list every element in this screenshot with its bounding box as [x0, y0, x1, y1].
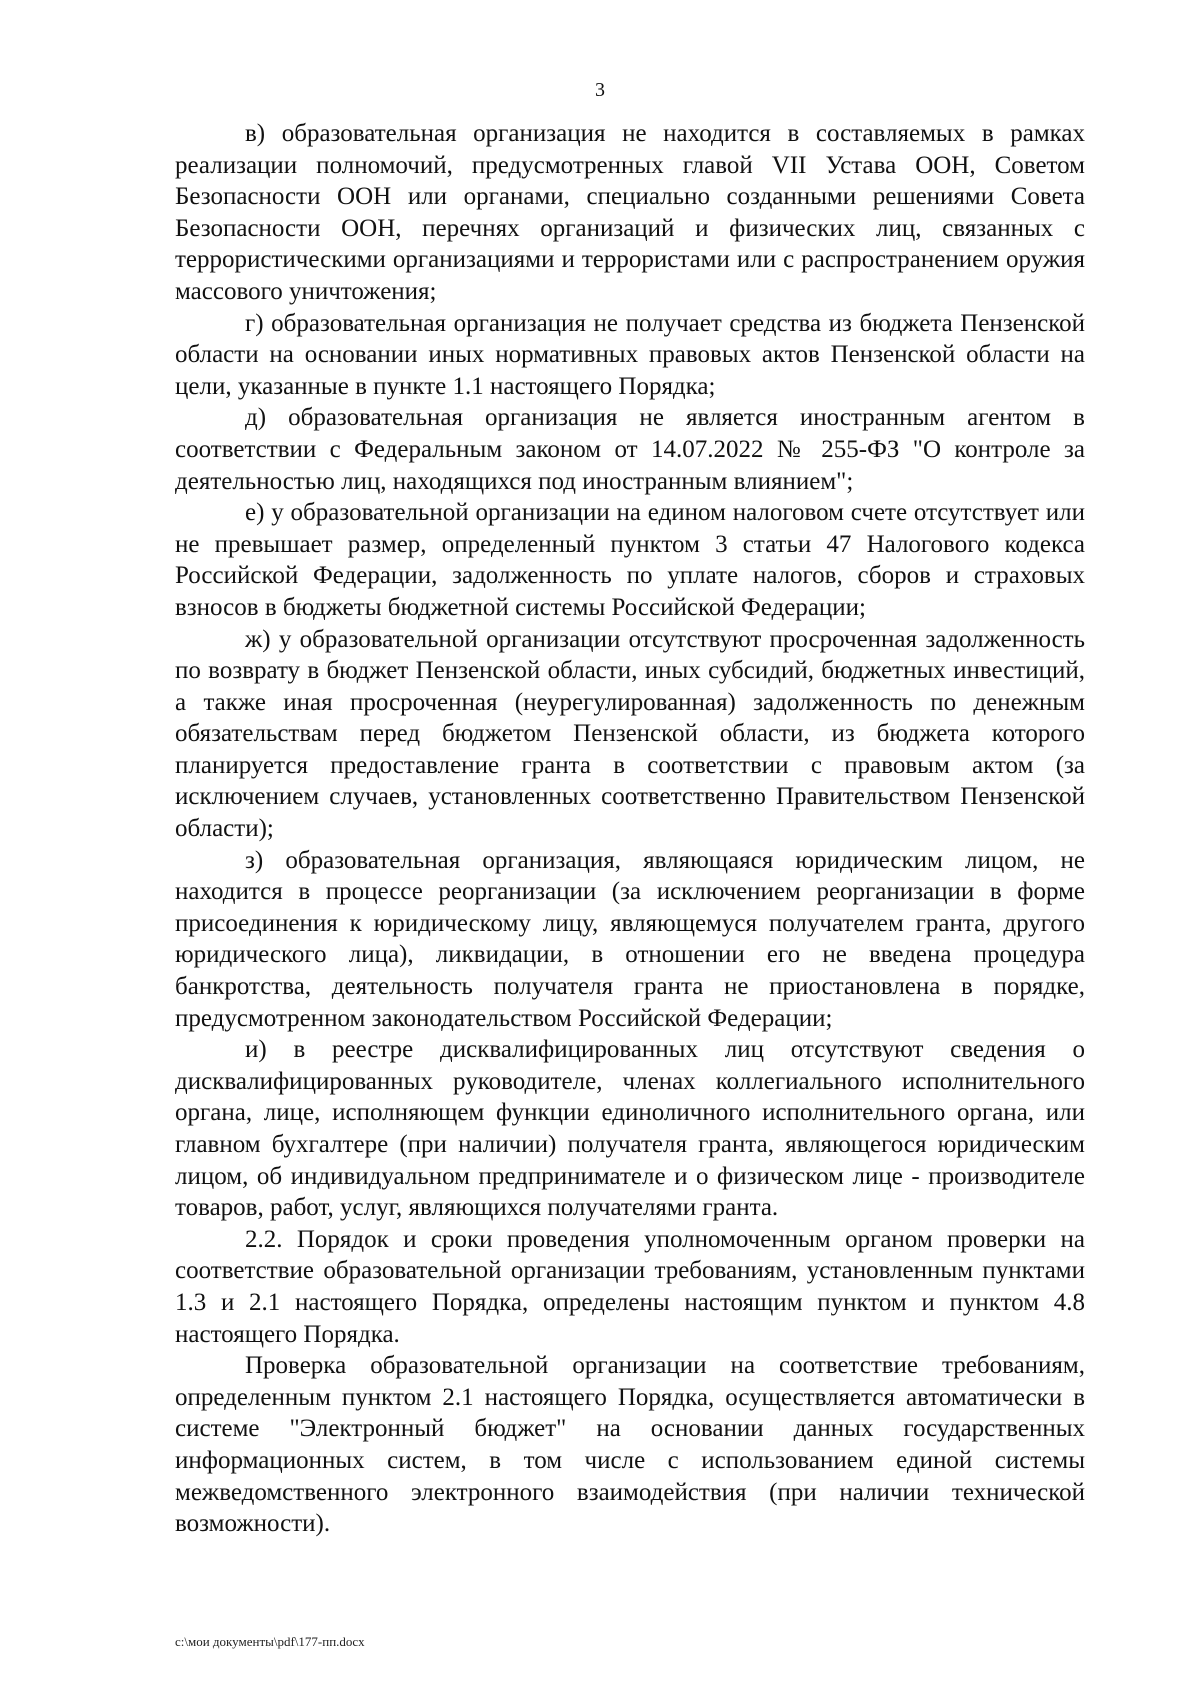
paragraph-g: г) образовательная организация не получает средства из бюджета Пензенской области на основании иных нормативных правовых актов Пензенской области на цели, указанные в пункте 1.1 настоящего Порядка;	[175, 309, 1085, 400]
paragraph-i: и) в реестре дисквалифицированных лиц отсутствуют сведения о дисквалифицированных руководителе, членах коллегиального исполнительного органа, лице, исполняющем функции единоличного исполнительного органа, или главном бухгалтере (при наличии) получателя гранта, являющегося юридическим лицом, об индивидуальном предпринимателе и о физическом лице - производителе товаров, работ, услуг, являющихся получателями гранта.	[175, 1036, 1085, 1222]
document-body	[175, 118, 1085, 1540]
paragraph-d: д) образовательная организация не является иностранным агентом в соответствии с Федеральным законом от 14.07.2022 № 255-ФЗ "О контроле за деятельностью лиц, находящихся под иностранным влиянием";	[175, 404, 1085, 495]
paragraph-2-2: 2.2. Порядок и сроки проведения уполномоченным органом проверки на соответствие образовательной организации требованиям, установленным пунктами 1.3 и 2.1 настоящего Порядка, определены настоящим пунктом и пунктом 4.8 настоящего Порядка.	[175, 1225, 1085, 1348]
page-number: 3	[595, 79, 605, 101]
paragraph-zh: ж) у образовательной организации отсутствуют просроченная задолженность по возврату в бюджет Пензенской области, иных субсидий, бюджетных инвестиций, а также иная просроченная (неурегулированная) задолженность по денежным обязательствам перед бюджетом Пензенской области, из бюджета которого планируется предоставление гранта в соответствии с правовым актом (за исключением случаев, установленных соответственно Правительством Пензенской области);	[175, 625, 1085, 843]
footer-file-path: c:\мои документы\pdf\177-пп.docx	[175, 1634, 365, 1649]
paragraph-v: в) образовательная организация не находится в составляемых в рамках реализации полномочий, предусмотренных главой VII Устава ООН, Советом Безопасности ООН или органами, специально созданными решениями Совета Безопасности ООН, перечнях организаций и физических лиц, связанных с террористическими организациями и террористами или с распространением оружия массового уничтожения;	[175, 120, 1085, 305]
paragraph-verification: Проверка образовательной организации на соответствие требованиям, определенным пунктом 2.1 настоящего Порядка, осуществляется автоматически в системе "Электронный бюджет" на основании данных государственных информационных систем, в том числе с использованием единой системы межведомственного электронного взаимодействия (при наличии технической возможности).	[175, 1352, 1085, 1538]
paragraph-e: е) у образовательной организации на едином налоговом счете отсутствует или не превышает размер, определенный пунктом 3 статьи 47 Налогового кодекса Российской Федерации, задолженность по уплате налогов, сборов и страховых взносов в бюджеты бюджетной системы Российской Федерации;	[175, 499, 1085, 621]
paragraph-z: з) образовательная организация, являющаяся юридическим лицом, не находится в процессе реорганизации (за исключением реорганизации в форме присоединения к юридическому лицу, являющемуся получателем гранта, другого юридического лица), ликвидации, в отношении его не введена процедура банкротства, деятельность получателя гранта не приостановлена в порядке, предусмотренном законодательством Российской Федерации;	[175, 846, 1085, 1032]
